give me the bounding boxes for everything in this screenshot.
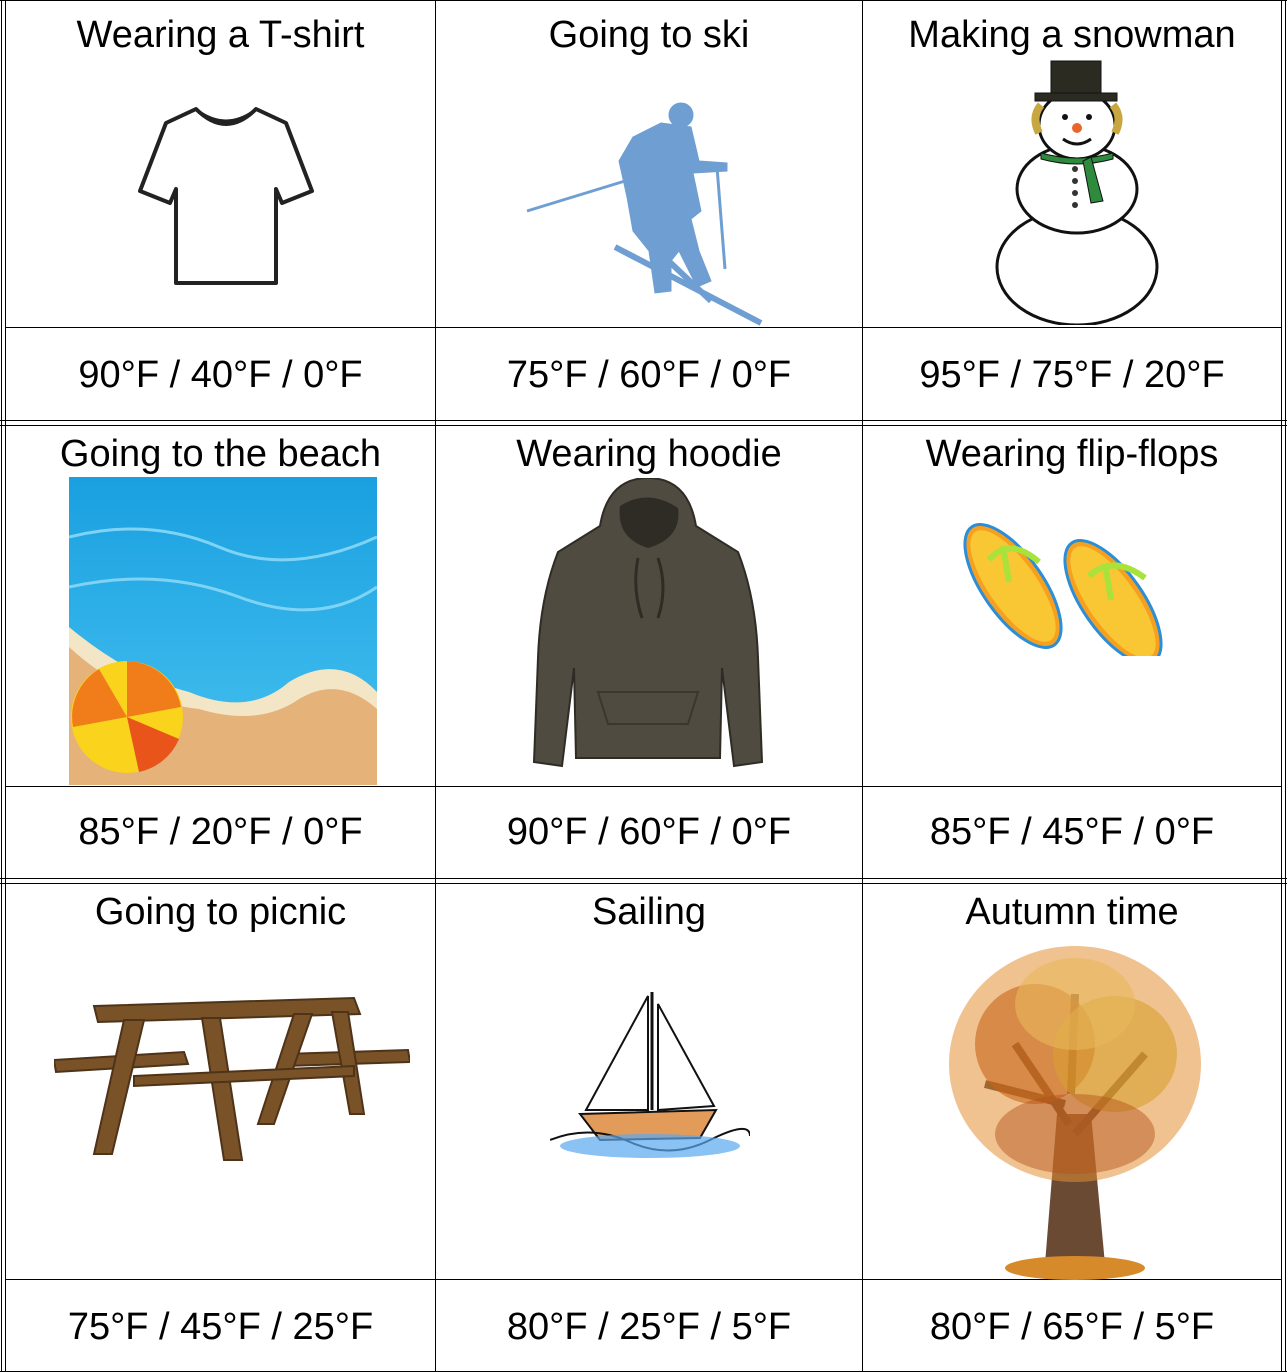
picnic-table-icon [54,994,410,1174]
card-temperatures: 95°F / 75°F / 20°F [919,354,1225,396]
card-sailing [436,884,862,1348]
card-temperatures: 85°F / 20°F / 0°F [78,811,363,853]
card-title: Wearing hoodie [516,433,782,475]
card-temperatures: 90°F / 40°F / 0°F [78,354,363,396]
card-beach [6,426,435,878]
snowman-icon [991,57,1161,325]
card-title: Wearing flip-flops [925,433,1219,475]
card-hoodie [436,426,862,878]
card-title: Going to ski [548,14,750,56]
card-temperatures: 90°F / 60°F / 0°F [506,811,792,853]
card-title: Going to picnic [94,891,347,933]
beach-icon [69,477,377,785]
sailboat-icon [550,984,750,1164]
card-temperatures: 75°F / 45°F / 25°F [67,1306,374,1348]
card-snowman [863,1,1281,420]
card-title: Sailing [591,891,707,933]
card-tshirt [6,1,435,420]
card-ski [436,1,862,420]
card-title: Wearing a T-shirt [76,14,365,56]
card-title: Autumn time [965,891,1179,933]
card-title: Making a snowman [908,14,1236,56]
card-temperatures: 80°F / 25°F / 5°F [506,1306,792,1348]
flip-flops-icon [953,506,1193,656]
autumn-tree-icon [945,934,1205,1280]
card-picnic [6,884,435,1348]
card-flip-flops [863,426,1281,878]
hoodie-icon [528,478,768,778]
card-temperatures: 75°F / 60°F / 0°F [506,354,792,396]
card-temperatures: 80°F / 65°F / 5°F [929,1306,1215,1348]
skier-icon [521,101,781,329]
card-temperatures: 85°F / 45°F / 0°F [929,811,1215,853]
card-autumn [863,884,1281,1348]
card-title: Going to the beach [59,433,382,475]
tshirt-icon [136,101,316,291]
